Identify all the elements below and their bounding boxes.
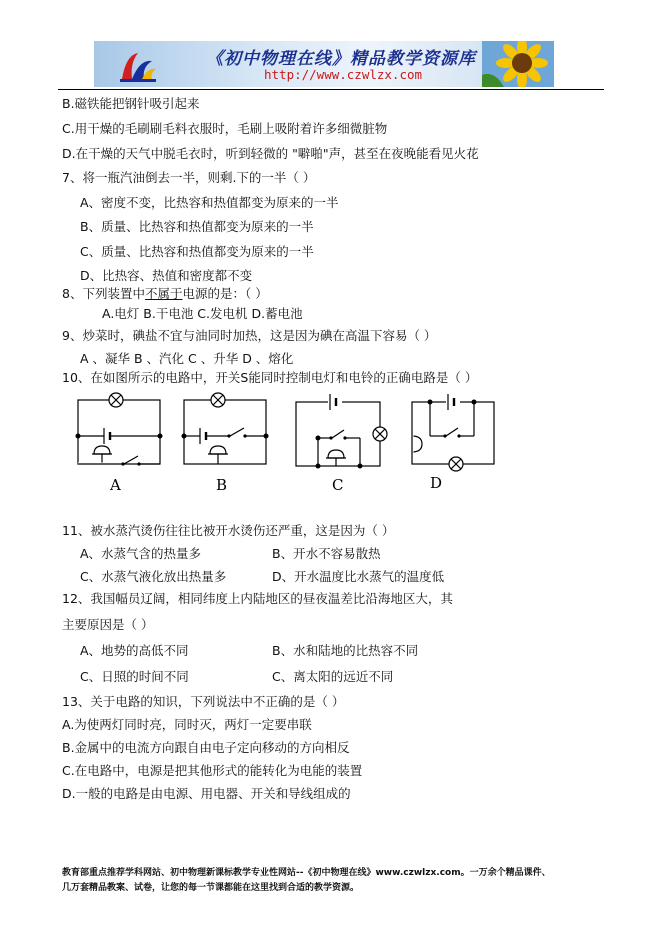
circuit-label-c: C (332, 476, 344, 494)
q10-stem: 10、在如图所示的电路中，开关S能同时控制电灯和电铃的正确电路是（ ） (62, 370, 478, 385)
q12-stem: 12、我国幅员辽阔，相同纬度上内陆地区的昼夜温差比沿海地区大，其 (62, 591, 453, 606)
q11-option-b: B、开水不容易散热 (272, 546, 381, 561)
q13-stem: 13、关于电路的知识，下列说法中不正确的是（ ） (62, 694, 345, 709)
circuit-diagram-b (178, 392, 274, 496)
q6-option-c: C.用干燥的毛刷刷毛料衣服时，毛刷上吸附着许多细微脏物 (62, 121, 388, 136)
q9-options: A 、凝华 B 、汽化 C 、升华 D 、熔化 (80, 351, 294, 366)
q11-option-d: D、开水温度比水蒸气的温度低 (272, 569, 445, 584)
circuit-label-a: A (110, 476, 121, 494)
circuit-diagram-d (404, 388, 504, 496)
q13-option-c: C.在电路中，电源是把其他形式的能转化为电能的装置 (62, 763, 363, 778)
q8-options: A.电灯 B.干电池 C.发电机 D.蓄电池 (102, 306, 303, 321)
q8-stem-post: 电源的是：（ ） (182, 286, 268, 301)
q11-option-a: A、水蒸气含的热量多 (80, 546, 202, 561)
q8-stem-underlined: 不属于 (144, 286, 183, 301)
q8-stem-pre: 8、下列装置中 (62, 286, 145, 301)
banner-title: 《初中物理在线》精品教学资源库 (206, 49, 476, 69)
q7-option-a: A、密度不变，比热容和热值都变为原来的一半 (80, 195, 339, 210)
q12-stem-continued: 主要原因是（ ） (62, 617, 154, 632)
q13-option-a: A.为使两灯同时亮，同时灭，两灯一定要串联 (62, 717, 312, 732)
q13-option-d: D.一般的电路是由电源、用电器、开关和导线组成的 (62, 786, 351, 801)
footer-line-1: 教育部重点推荐学科网站、初中物理新课标教学专业性网站--《初中物理在线》www.czwlzx.com。一万余个精品课件、 (62, 868, 551, 878)
q9-stem: 9、炒菜时，碘盐不宜与油同时加热，这是因为碘在高温下容易（ ） (62, 328, 437, 343)
circuit-label-d: D (430, 474, 443, 492)
q8-stem (62, 286, 268, 302)
site-logo-icon (118, 49, 158, 83)
q6-option-d: D.在干燥的天气中脱毛衣时，听到轻微的 "噼啪"声，甚至在夜晚能看见火花 (62, 146, 479, 161)
sunflower-icon (482, 41, 554, 87)
q7-option-b: B、质量、比热容和热值都变为原来的一半 (80, 219, 314, 234)
q12-option-d: C、离太阳的远近不同 (272, 669, 394, 684)
q12-option-c: C、日照的时间不同 (80, 669, 189, 684)
footer-line-2: 几万套精品教案、试卷，让您的每一节课都能在这里找到合适的教学资源。 (62, 883, 360, 893)
q12-option-b: B、水和陆地的比热容不同 (272, 643, 419, 658)
circuit-diagram-a (72, 392, 168, 496)
q13-option-b: B.金属中的电流方向跟自由电子定向移动的方向相反 (62, 740, 350, 755)
q7-option-d: D、比热容、热值和密度都不变 (80, 268, 253, 283)
header-banner (94, 41, 554, 87)
circuit-diagram-c (290, 388, 394, 496)
q12-option-a: A、地势的高低不同 (80, 643, 189, 658)
page-footer (62, 866, 607, 896)
header-rule (58, 89, 604, 90)
q7-stem: 7、将一瓶汽油倒去一半，则剩.下的一半（ ） (62, 170, 316, 185)
q7-option-c: C、质量、比热容和热值都变为原来的一半 (80, 244, 314, 259)
q6-option-b: B.磁铁能把钢针吸引起来 (62, 96, 200, 111)
banner-url[interactable]: http://www.czwlzx.com (264, 67, 423, 82)
q11-stem: 11、被水蒸汽烫伤往往比被开水烫伤还严重，这是因为（ ） (62, 523, 395, 538)
q11-option-c: C、水蒸气液化放出热量多 (80, 569, 227, 584)
circuit-label-b: B (216, 476, 228, 494)
